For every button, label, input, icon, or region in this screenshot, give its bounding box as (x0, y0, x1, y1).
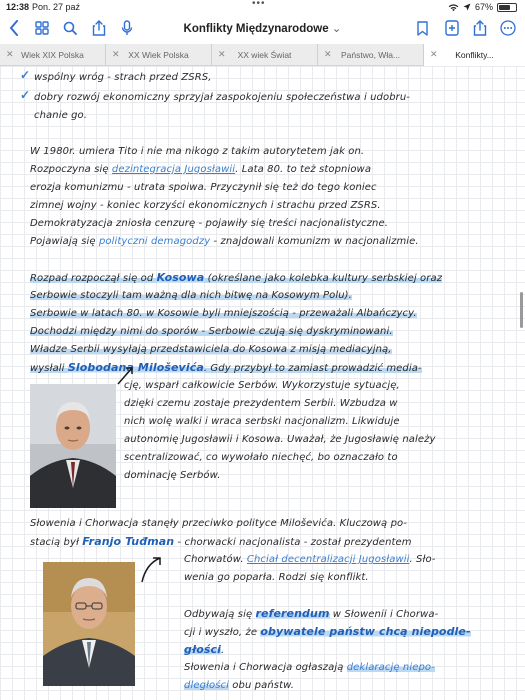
highlight-term: referendum (255, 607, 330, 620)
note-line: cji i wyszło, że obywatele państw chcą niepodle- (184, 625, 471, 638)
close-tab-icon[interactable]: ✕ (218, 49, 226, 59)
add-page-icon[interactable] (442, 18, 462, 38)
note-line: Pojawiają się polityczni demagodzy - znajdowali komunizm w nacjonalizmie. (30, 236, 419, 247)
close-tab-icon[interactable]: ✕ (112, 49, 120, 59)
highlight-term: dległości (184, 680, 230, 691)
highlight-term: polityczni demagodzy (98, 236, 211, 247)
highlight-term: dezintegracja Jugosławii (111, 164, 236, 175)
document-title-text: Konflikty Międzynarodowe (183, 23, 329, 35)
status-date: Pon. 27 paź (32, 2, 81, 12)
note-line: Chorwatów. Chciał decentralizacji Jugosławii. Sło- (184, 554, 436, 565)
tab-wiek-xix-polska[interactable] (0, 44, 106, 66)
title-chevron-down-icon: ⌄ (331, 23, 342, 35)
note-line: Władze Serbii wysyłają przedstawiciela do Kosowa z misją mediacyjną, (30, 344, 392, 355)
note-line: Serbowie stoczyli tam ważną dla nich bitwę na Kosowym Polu). (30, 290, 352, 301)
tab-panstwo-wladza[interactable] (318, 44, 424, 66)
note-line: scentralizować, co wywołało niechęć, bo oznaczało to (124, 452, 398, 463)
note-line: Demokratyzacja zniosła cenzurę - pojawiły się treści nacjonalistyczne. (30, 218, 389, 229)
checkmark-icon: ✓ (20, 88, 31, 102)
note-line: nich wolę walki i wraca serbski nacjonalizm. Likwiduje (124, 416, 400, 427)
battery-icon (497, 3, 517, 12)
close-tab-icon[interactable]: ✕ (430, 49, 438, 59)
status-right (448, 2, 517, 12)
tab-konflikty[interactable] (424, 44, 525, 66)
note-line: zimnej wojny - koniec korzyści ekonomicznych i strachu przed ZSRS. (30, 200, 381, 211)
tab-bar (0, 44, 525, 66)
note-line: wysłali Slobodana Miloševića. Gdy przybył to zamiast prowadzić media- (30, 361, 422, 374)
upload-icon[interactable] (470, 18, 490, 38)
tab-xx-wiek-polska[interactable] (106, 44, 212, 66)
highlight-term: Chciał decentralizacji Jugosławii (246, 554, 410, 565)
battery-percent: 67% (474, 2, 493, 12)
wifi-icon (448, 3, 459, 12)
note-line: Słowenia i Chorwacja stanęły przeciwko polityce Miloševića. Kluczową po- (30, 518, 407, 529)
close-tab-icon[interactable]: ✕ (6, 49, 14, 59)
note-line: chanie go. (34, 110, 88, 121)
status-bar (0, 0, 525, 14)
note-line: erozja komunizmu - utrata spoiwa. Przyczynił się też do tego koniec (30, 182, 377, 193)
note-line: wspólny wróg - strach przed ZSRS, (34, 72, 212, 83)
note-line: Rozpoczyna się dezintegracja Jugosławii. Lata 80. to też stopniowa (30, 164, 372, 175)
tab-label: Konflikty... (455, 50, 494, 60)
note-page[interactable] (0, 66, 525, 700)
highlight-term: głości (184, 643, 221, 656)
note-line: cję, wsparł całkowicie Serbów. Wykorzystuje sytuację, (124, 380, 400, 391)
note-line: głości. (184, 643, 225, 656)
arrow-icon (138, 554, 164, 584)
note-line: W 1980r. umiera Tito i nie ma nikogo z takim autorytetem jak on. (30, 146, 365, 157)
note-line: dominację Serbów. (124, 470, 221, 481)
highlight-term: obywatele państw chcą niepodle- (260, 625, 471, 638)
location-icon (463, 3, 471, 11)
more-options-icon[interactable] (498, 18, 518, 38)
note-line: dobry rozwój ekonomiczny sprzyjał zaspokojeniu społeczeństwa i udobru- (34, 92, 411, 103)
note-line: Słowenia i Chorwacja ogłaszają deklarację niepo- (184, 662, 435, 673)
highlight-term: deklarację niepo- (346, 662, 435, 673)
note-line: stacią był Franjo Tuđman - chorwacki nacjonalista - został prezydentem (30, 535, 412, 548)
tab-label: XX Wiek Polska (128, 50, 189, 60)
tab-label: Państwo, Wła... (340, 50, 401, 60)
tab-label: Wiek XIX Polska (21, 50, 84, 60)
highlight-term: Slobodana Miloševića (67, 361, 204, 374)
close-tab-icon[interactable]: ✕ (324, 49, 332, 59)
tab-label: XX wiek Świat (237, 50, 292, 60)
checkmark-icon: ✓ (20, 68, 31, 82)
toolbar (0, 14, 525, 42)
note-line: wenia go poparła. Rodzi się konflikt. (184, 572, 369, 583)
milosevic-photo (30, 384, 116, 508)
multitasking-dots-icon[interactable]: ••• (252, 0, 266, 9)
note-line: autonomię Jugosławii i Kosowa. Uważał, że Jugosławię należy (124, 434, 436, 445)
note-line: Odbywają się referendum w Słowenii i Chorwa- (184, 607, 439, 620)
note-line: dzięki czemu zostaje prezydentem Serbii. Wzbudza w (124, 398, 398, 409)
highlight-term: Franjo Tuđman (82, 535, 175, 548)
note-line: dległości obu państw. (184, 680, 295, 691)
tab-xx-wiek-swiat[interactable] (212, 44, 318, 66)
tudjman-photo (43, 562, 135, 686)
scrollbar[interactable] (520, 292, 523, 328)
note-line: Rozpad rozpoczął się od Kosowa (określane jako kolebka kultury serbskiej oraz (30, 271, 443, 284)
note-line: Serbowie w latach 80. w Kosowie byli mniejszością - przeważali Albańczycy. (30, 308, 417, 319)
note-line: Dochodzi między nimi do sporów - Serbowie czują się dyskryminowani. (30, 326, 393, 337)
highlight-term: Kosowa (156, 271, 205, 284)
bookmark-icon[interactable] (412, 18, 432, 38)
status-time: 12:38 (6, 2, 30, 12)
